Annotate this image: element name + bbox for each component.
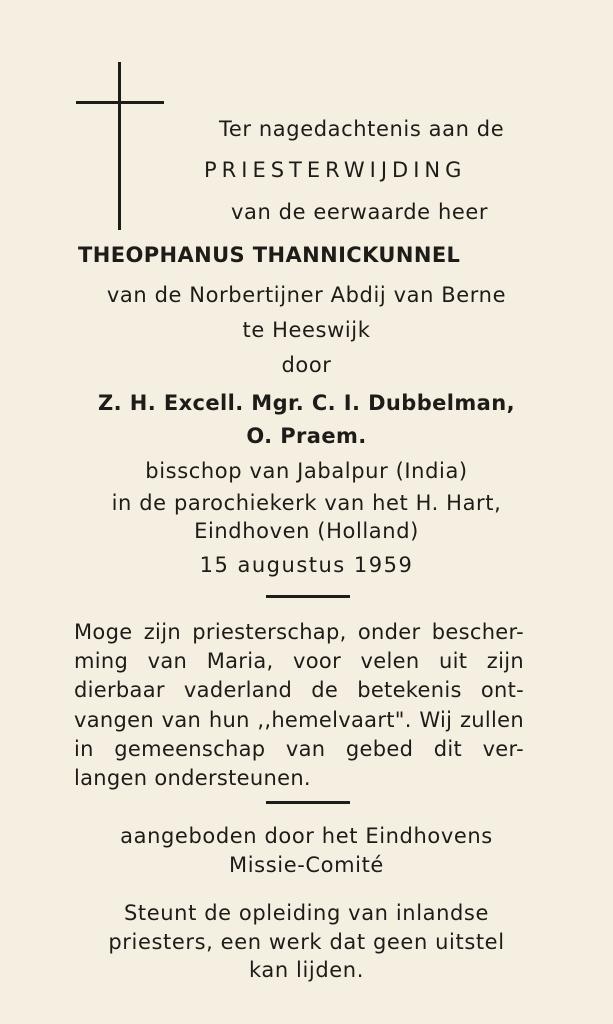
bishop-name: Z. H. Excell. Mgr. C. I. Dubbelman,	[98, 391, 515, 415]
priest-name: THEOPHANUS THANNICKUNNEL	[78, 243, 461, 267]
committee-line: Missie-Comité	[229, 853, 384, 877]
prayer-line: ming van Maria, voor velen uit zijn	[74, 649, 524, 674]
cross-vertical-bar	[118, 62, 121, 230]
ordination-date: 15 augustus 1959	[199, 553, 414, 577]
prayer-line: in gemeenschap van gebed dit ver-	[74, 736, 524, 761]
cross-horizontal-bar	[76, 101, 164, 104]
prayer-line: vangen van hun ,,hemelvaart". Wij zullen	[74, 707, 524, 732]
divider-1	[266, 595, 350, 598]
appeal-line-2: priesters, een werk dat geen uitstel	[108, 930, 505, 954]
door-line: door	[281, 353, 332, 377]
offered-by-line: aangeboden door het Eindhovens	[120, 824, 493, 848]
bishop-order: O. Praem.	[246, 424, 367, 448]
divider-2	[266, 801, 350, 804]
prayer-line: Moge zijn priesterschap, onder bescher-	[74, 620, 524, 644]
church-line: in de parochiekerk van het H. Hart,	[111, 491, 502, 515]
header-line-3: van de eerwaarde heer	[231, 200, 489, 224]
abbey-line: van de Norbertijner Abdij van Berne	[106, 283, 507, 307]
prayer-paragraph	[74, 618, 524, 793]
ordination-title: PRIESTERWIJDING	[204, 158, 467, 182]
header-line-1: Ter nagedachtenis aan de	[219, 117, 505, 141]
appeal-line-1: Steunt de opleiding van inlandse	[123, 901, 489, 925]
appeal-line-3: kan lijden.	[249, 958, 364, 982]
prayer-line: langen ondersteunen.	[74, 766, 311, 791]
prayer-line: dierbaar vaderland de betekenis ont-	[74, 678, 524, 703]
city-line: Eindhoven (Holland)	[194, 519, 419, 543]
village-line: te Heeswijk	[242, 318, 371, 342]
bishop-title: bisschop van Jabalpur (India)	[145, 459, 468, 483]
